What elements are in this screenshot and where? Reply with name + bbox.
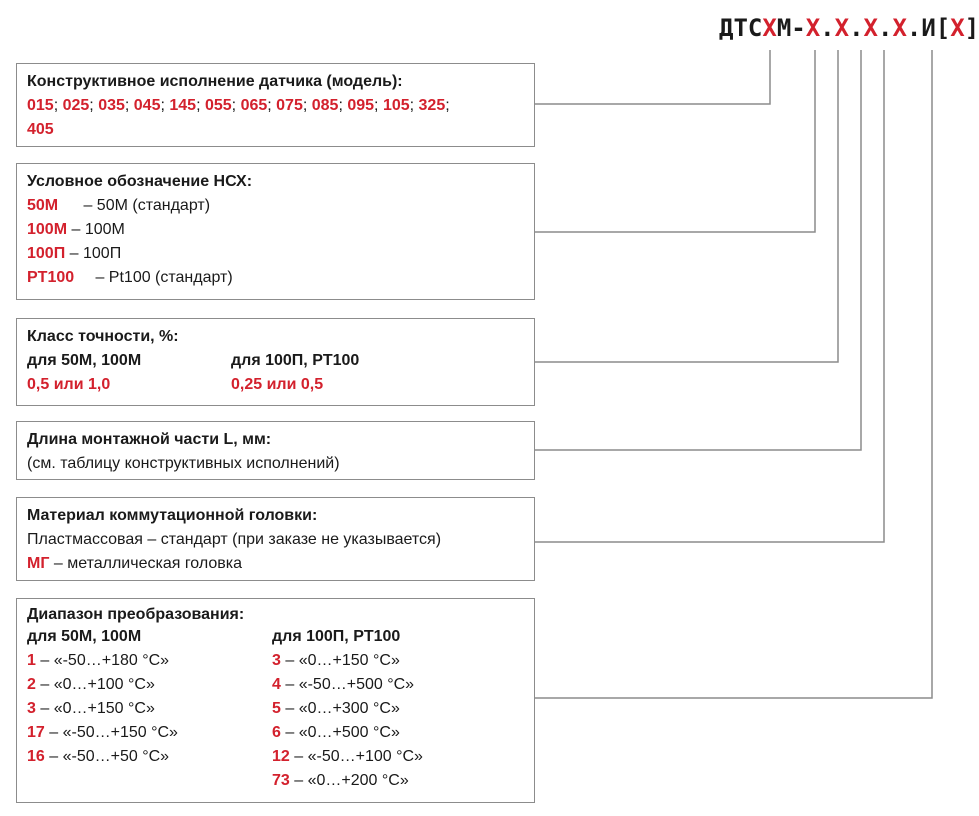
- model-value: 145: [169, 97, 197, 114]
- accuracy-title: Класс точности, %:: [27, 328, 179, 345]
- code-part: Х: [834, 14, 850, 42]
- range-code: 1: [27, 652, 36, 669]
- code-part: Х: [892, 14, 907, 42]
- model-separator: ;: [53, 97, 63, 114]
- head-code: МГ: [27, 555, 50, 572]
- range-desc: – «-50…+180 °С»: [40, 652, 170, 669]
- nsh-desc: – Pt100 (стандарт): [95, 269, 233, 286]
- model-value: 025: [62, 97, 90, 114]
- connector-length: [534, 50, 861, 450]
- code-part: .И[: [906, 14, 951, 42]
- connector-nsh: [534, 50, 815, 232]
- model-separator: ;: [338, 97, 348, 114]
- accuracy-col1-header: для 50М, 100М: [27, 352, 142, 369]
- code-part: ДТС: [719, 14, 763, 42]
- nsh-code: 50М: [27, 197, 59, 214]
- range-title: Диапазон преобразования:: [27, 606, 245, 623]
- range-code: 3: [27, 700, 36, 717]
- nsh-item: [27, 194, 524, 218]
- model-value: 075: [276, 97, 303, 114]
- connector-accuracy: [534, 50, 838, 362]
- head-title: Материал коммутационной головки:: [27, 507, 318, 524]
- head-box: [16, 497, 535, 581]
- range-code: 4: [272, 676, 281, 693]
- model-value: 085: [311, 97, 339, 114]
- nsh-list: [27, 194, 524, 290]
- nsh-title: Условное обозначение НСХ:: [27, 173, 253, 190]
- range-desc: – «0…+150 °С»: [40, 700, 155, 717]
- length-note: (см. таблицу конструктивных исполнений): [27, 455, 340, 472]
- code-part: Х: [762, 14, 777, 42]
- code-part: .: [877, 14, 893, 42]
- range-item: [27, 673, 272, 697]
- model-values: [27, 94, 467, 142]
- nsh-desc: – 50М (стандарт): [83, 197, 211, 214]
- model-value: 095: [347, 97, 375, 114]
- range-item: [27, 745, 272, 769]
- connector-head: [534, 50, 884, 542]
- model-value: 015: [27, 97, 54, 114]
- accuracy-col2-value: 0,25 или 0,5: [231, 376, 324, 393]
- range-item: [27, 649, 272, 673]
- range-item: [272, 769, 423, 793]
- model-separator: ;: [160, 97, 170, 114]
- range-col2-list: [272, 649, 423, 793]
- accuracy-box: [16, 318, 535, 406]
- model-value: 325: [418, 97, 446, 114]
- nsh-code: 100П: [27, 245, 66, 262]
- length-title: Длина монтажной части L, мм:: [27, 431, 272, 448]
- connector-model: [534, 50, 770, 104]
- range-desc: – «-50…+100 °С»: [294, 748, 423, 765]
- range-item: [27, 721, 272, 745]
- range-desc: – «0…+200 °С»: [294, 772, 409, 789]
- range-item: [272, 673, 423, 697]
- range-item: [272, 649, 423, 673]
- model-separator: ;: [231, 97, 241, 114]
- range-col1-list: [27, 649, 272, 769]
- order-code: [719, 13, 979, 43]
- range-code: 5: [272, 700, 281, 717]
- code-part: М-: [776, 14, 806, 42]
- head-line1: Пластмассовая – стандарт (при заказе не указывается): [27, 531, 442, 548]
- model-value: 065: [240, 97, 268, 114]
- model-separator: ;: [124, 97, 134, 114]
- model-value: 055: [204, 97, 232, 114]
- model-separator: ;: [302, 97, 312, 114]
- model-separator: ;: [374, 97, 383, 114]
- nsh-item: [27, 242, 524, 266]
- range-code: 16: [27, 748, 45, 765]
- model-title: Конструктивное исполнение датчика (модель):: [27, 73, 403, 90]
- range-desc: – «-50…+150 °С»: [49, 724, 178, 741]
- accuracy-col1-value: 0,5 или 1,0: [27, 376, 111, 393]
- range-code: 2: [27, 676, 36, 693]
- range-desc: – «0…+100 °С»: [40, 676, 155, 693]
- range-col1-header: для 50М, 100М: [27, 628, 142, 645]
- code-part: ]: [964, 14, 979, 42]
- range-item: [272, 721, 423, 745]
- model-separator: ;: [267, 97, 277, 114]
- range-item: [27, 697, 272, 721]
- code-part: Х: [950, 14, 965, 42]
- model-separator: ;: [445, 97, 450, 114]
- nsh-desc: – 100П: [69, 245, 122, 262]
- model-value: 105: [382, 97, 410, 114]
- range-desc: – «-50…+500 °С»: [285, 676, 415, 693]
- range-code: 17: [27, 724, 45, 741]
- range-desc: – «-50…+50 °С»: [49, 748, 170, 765]
- model-value: 405: [27, 121, 54, 138]
- code-part: Х: [805, 14, 821, 42]
- nsh-item: [27, 266, 524, 290]
- range-item: [272, 697, 423, 721]
- code-part: .: [820, 14, 835, 42]
- model-separator: ;: [89, 97, 99, 114]
- range-col2-header: для 100П, PT100: [272, 628, 401, 645]
- nsh-box: [16, 163, 535, 300]
- length-box: [16, 421, 535, 480]
- range-desc: – «0…+150 °С»: [285, 652, 400, 669]
- range-code: 73: [272, 772, 290, 789]
- head-desc: – металлическая головка: [53, 555, 243, 572]
- model-separator: ;: [196, 97, 205, 114]
- range-desc: – «0…+500 °С»: [285, 724, 400, 741]
- range-code: 12: [272, 748, 290, 765]
- head-line2: [27, 552, 524, 576]
- nsh-code: PT100: [27, 269, 75, 286]
- model-value: 035: [98, 97, 125, 114]
- connector-range: [534, 50, 932, 698]
- nsh-code: 100М: [27, 221, 68, 238]
- range-code: 6: [272, 724, 281, 741]
- model-separator: ;: [409, 97, 419, 114]
- model-value: 045: [133, 97, 161, 114]
- model-box: [16, 63, 535, 147]
- range-code: 3: [272, 652, 281, 669]
- code-part: Х: [863, 14, 878, 42]
- code-part: .: [849, 14, 864, 42]
- accuracy-col2-header: для 100П, PT100: [231, 352, 360, 369]
- range-item: [272, 745, 423, 769]
- nsh-desc: – 100М: [71, 221, 125, 238]
- nsh-item: [27, 218, 524, 242]
- range-desc: – «0…+300 °С»: [285, 700, 400, 717]
- range-box: [16, 598, 535, 803]
